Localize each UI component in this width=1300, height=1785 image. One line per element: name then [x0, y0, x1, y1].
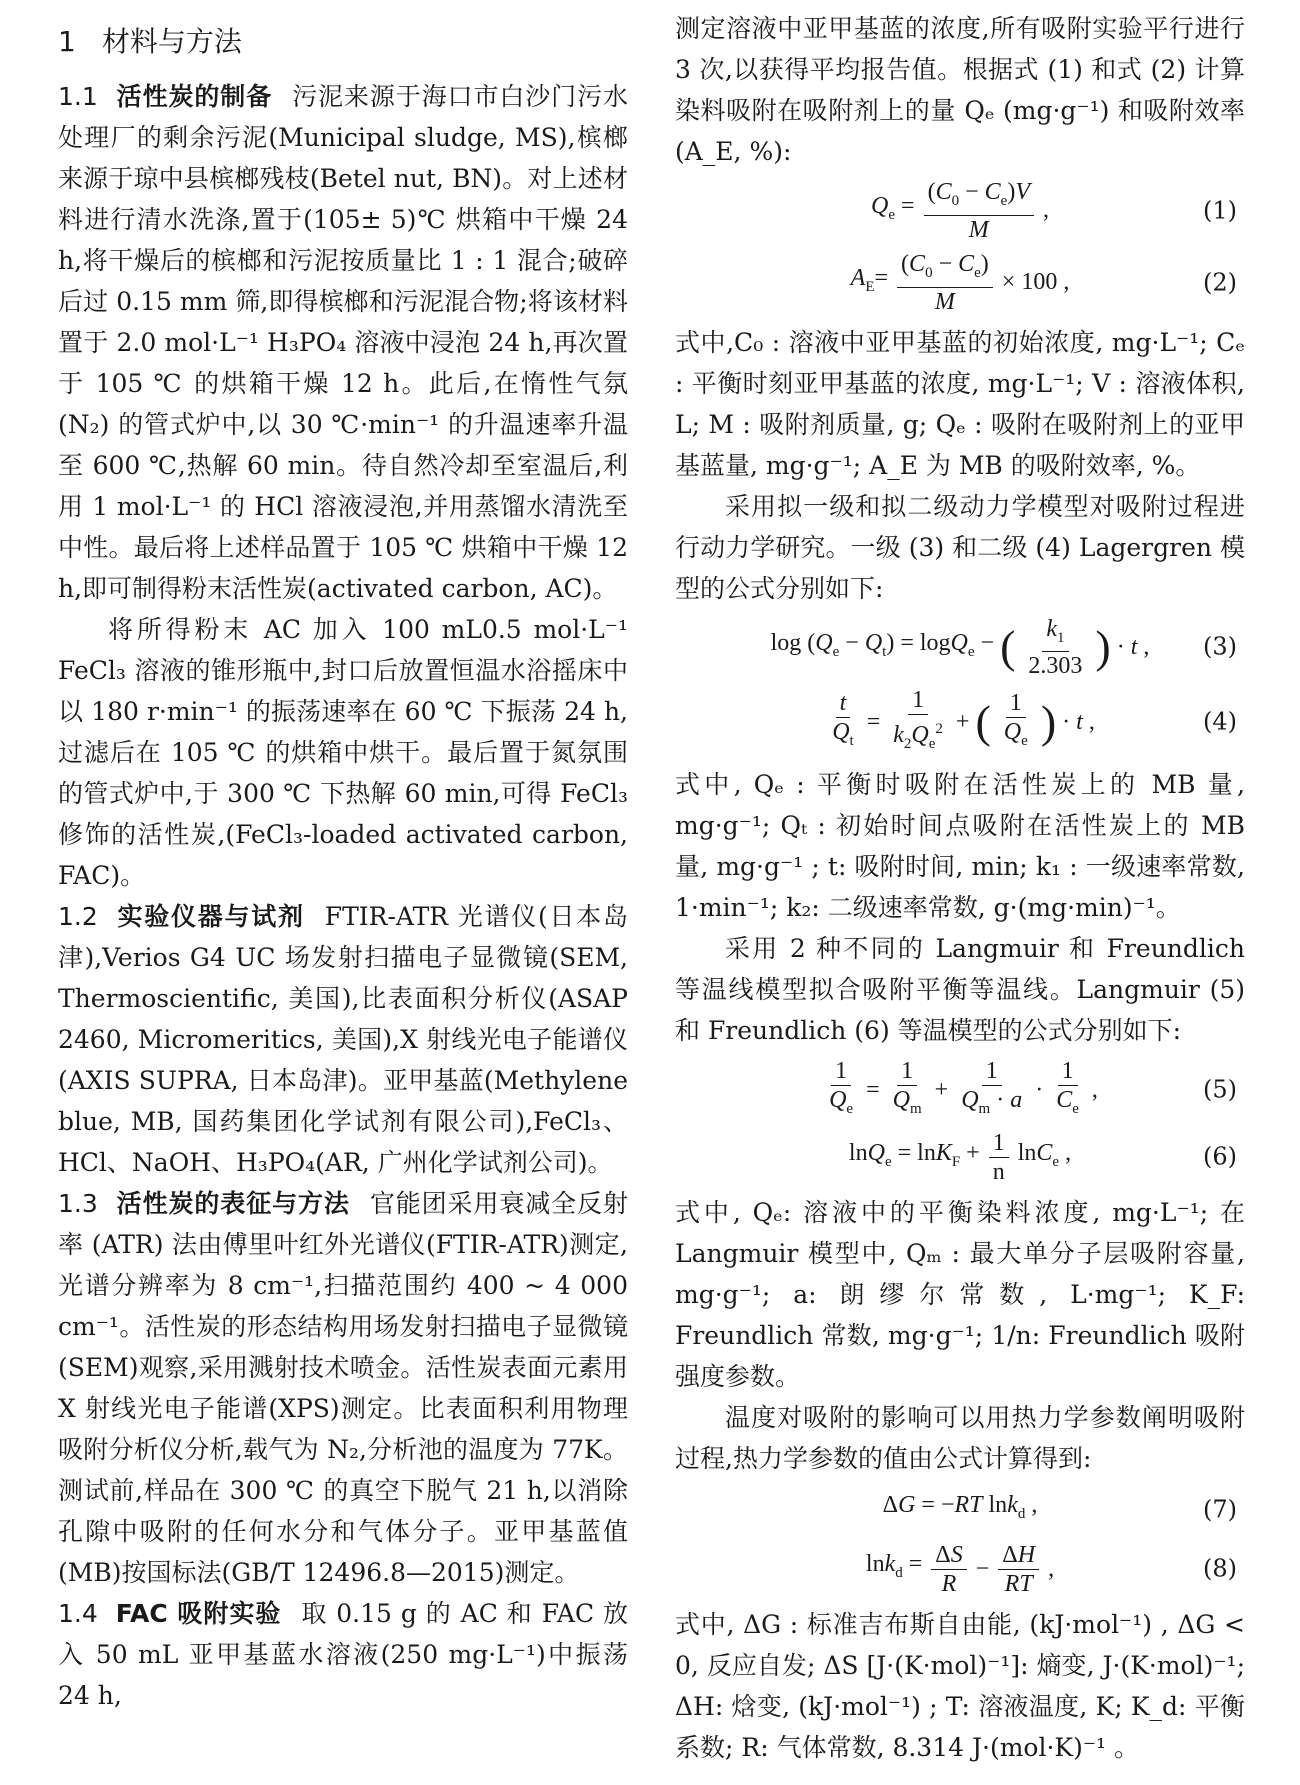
paragraph-1-3: [58, 1183, 628, 1593]
paragraph-r3: 采用拟一级和拟二级动力学模型对吸附过程进行动力学研究。一级 (3) 和二级 (4) Lagergren 模型的公式分别如下:: [675, 491, 1245, 603]
paragraph-r2: 式中,C₀ : 溶液中亚甲基蓝的初始浓度, mg·L⁻¹; Cₑ : 平衡时刻亚甲基蓝的浓度, mg·L⁻¹; V : 溶液体积, L; M : 吸附剂质量, g; Qₑ : 吸附在吸附剂上的亚甲基蓝量, mg·g⁻¹; A_E 为 MB 的吸附效率, %。: [675, 327, 1245, 480]
subsection-heading-1-2: [58, 902, 305, 931]
paragraph-r4: 式中, Qₑ : 平衡时吸附在活性炭上的 MB 量, mg·g⁻¹; Qₜ : 初始时间点吸附在活性炭上的 MB 量, mg·g⁻¹ ; t: 吸附时间, min; k₁ : 一级速率常数, 1·min⁻¹; k₂: 二级速率常数, g·(mg·min)⁻¹。: [675, 770, 1245, 923]
subsection-title: 活性炭的制备: [115, 82, 273, 111]
equation-body: $Q_e$ = $\frac{(C_0 - C_e)V}{M}$ ,: [871, 179, 1049, 243]
equation-body: $\log (Q_e - Q_t) = \log Q_e$ − ( $\frac{k_1}{2.303}$ ) · t ,: [770, 615, 1150, 680]
equation-number: (7): [1203, 1495, 1237, 1524]
equation-4: [675, 686, 1245, 758]
equation-number: (4): [1203, 707, 1237, 736]
paragraph-text: FTIR-ATR 光谱仪(日本岛津),Verios G4 UC 场发射扫描电子显微镜(SEM, Thermoscientific, 美国),比表面积分析仪(ASAP 2460, Micromeritics, 美国),X 射线光电子能谱仪(AXIS SUPRA, 日本岛津)。亚甲基蓝(Methylene blue, MB, 国药集团化学试剂有限公司),FeCl₃、HCl、NaOH、H₃PO₄(AR, 广州化学试剂公司)。: [58, 902, 628, 1177]
subsection-number: 1.2: [58, 902, 98, 931]
paragraph-r5: 采用 2 种不同的 Langmuir 和 Freundlich 等温线模型拟合吸附平衡等温线。Langmuir (5) 和 Freundlich (6) 等温模型的公式分别如下:: [675, 934, 1245, 1046]
paragraph-r1: 测定溶液中亚甲基蓝的浓度,所有吸附实验平行进行 3 次,以获得平均报告值。根据式 (1) 和式 (2) 计算染料吸附在吸附剂上的量 Qₑ (mg·g⁻¹) 和吸附效率 (A_E, %):: [675, 14, 1245, 166]
equation-number: (6): [1203, 1142, 1237, 1171]
equation-number: (2): [1203, 268, 1237, 297]
paragraph-1-2: [58, 896, 628, 1183]
paragraph-1-1-b: 将所得粉末 AC 加入 100 mL0.5 mol·L⁻¹ FeCl₃ 溶液的锥形瓶中,封口后放置恒温水浴摇床中以 180 r·min⁻¹ 的振荡速率在 60 ℃ 下振荡 24 h,过滤后在 105 ℃ 的烘箱中烘干。最后置于氮氛围的管式炉中,于 300 ℃ 下热解 60 min,可得 FeCl₃ 修饰的活性炭,(FeCl₃-loaded activated carbon, FAC)。: [58, 615, 628, 890]
equation-body: lnk$_d$ = $\frac{\Delta S}{R}$ − $\frac{\Delta H}{RT}$ ,: [865, 1541, 1055, 1597]
paragraph-r6: 式中, Qₑ: 溶液中的平衡染料浓度, mg·L⁻¹; 在 Langmuir 模型中, Qₘ : 最大单分子层吸附容量, mg·g⁻¹; a: 朗缪尔常数, L·mg⁻¹; K_F: Freundlich 常数, mg·g⁻¹; 1/n: Freundlich 吸附强度参数。: [675, 1197, 1245, 1391]
subsection-number: 1.1: [58, 82, 98, 111]
paragraph-r7: 温度对吸附的影响可以用热力学参数阐明吸附过程,热力学参数的值由公式计算得到:: [675, 1402, 1245, 1473]
paragraph-1-4: [58, 1593, 628, 1716]
subsection-heading-1-4: [58, 1599, 281, 1628]
subsection-title: 实验仪器与试剂: [115, 902, 305, 931]
paragraph-1-1: [58, 76, 628, 609]
left-column: [58, 18, 628, 1716]
subsection-heading-1-1: [58, 82, 272, 111]
section-number: 1: [58, 25, 76, 58]
equation-body: $\frac{t}{Q_t}$ = $\frac{1}{k_2Q_e^2}$ + ( $\frac{1}{Q_e}$ ) · t ,: [832, 687, 1095, 753]
equation-3: [675, 615, 1245, 681]
equation-number: (3): [1203, 632, 1237, 661]
equation-number: (1): [1203, 196, 1237, 225]
equation-number: (5): [1203, 1075, 1237, 1104]
paragraph-text: 官能团采用衰减全反射率 (ATR) 法由傅里叶红外光谱仪(FTIR-ATR)测定,光谱分辨率为 8 cm⁻¹,扫描范围约 400 ~ 4 000 cm⁻¹。活性炭的形态结构用场发射扫描电子显微镜(SEM)观察,采用溅射技术喷金。活性炭表面元素用 X 射线光电子能谱(XPS)测定。比表面积利用物理吸附分析仪分析,载气为 N₂,分析池的温度为 77K。测试前,样品在 300 ℃ 的真空下脱气 21 h,以消除孔隙中吸附的任何水分和气体分子。亚甲基蓝值(MB)按国标法(GB/T 12496.8—2015)测定。: [58, 1189, 628, 1587]
equation-7: [675, 1485, 1245, 1535]
right-column: [675, 8, 1245, 1768]
equation-body: $A_E=$ $\frac{(C_0 - C_e)}{M}$ × 100 ,: [850, 250, 1070, 315]
subsection-heading-1-3: [58, 1189, 350, 1218]
equation-body: $\frac{1}{Q_e}$ = $\frac{1}{Q_m}$ + $\frac{1}{Q_m \cdot a}$ · $\frac{1}{C_e}$ ,: [829, 1058, 1098, 1117]
equation-body: lnQ$_e$ = lnK$_F$ + $\frac{1}{n}$ lnC$_e$ ,: [848, 1129, 1072, 1185]
paragraph-text: 污泥来源于海口市白沙门污水处理厂的剩余污泥(Municipal sludge, MS),槟榔来源于琼中县槟榔残枝(Betel nut, BN)。对上述材料进行清水洗涤,置于(105± 5)℃ 烘箱中干燥 24 h,将干燥后的槟榔和污泥按质量比 1 : 1 混合;破碎后过 0.15 mm 筛,即得槟榔和污泥混合物;将该材料置于 2.0 mol·L⁻¹ H₃PO₄ 溶液中浸泡 24 h,再次置于 105 ℃ 的烘箱干燥 12 h。此后,在惰性气氛 (N₂) 的管式炉中,以 30 ℃·min⁻¹ 的升温速率升温至 600 ℃,热解 60 min。待自然冷却至室温后,利用 1 mol·L⁻¹ 的 HCl 溶液浸泡,并用蒸馏水清洗至中性。最后将上述样品置于 105 ℃ 烘箱中干燥 12 h,即可制得粉末活性炭(activated carbon, AC)。: [58, 82, 628, 603]
equation-2: [675, 250, 1245, 316]
paragraph-text: 取 0.15 g 的 AC 和 FAC 放入 50 mL 亚甲基蓝水溶液(250 mg·L⁻¹)中振荡 24 h,: [58, 1599, 629, 1710]
section-heading: [58, 18, 628, 66]
subsection-number: 1.4: [58, 1599, 98, 1628]
equation-1: [675, 178, 1245, 244]
subsection-title: FAC 吸附实验: [115, 1599, 282, 1628]
section-title: 材料与方法: [101, 25, 242, 58]
equation-5: [675, 1057, 1245, 1123]
equation-6: [675, 1129, 1245, 1186]
subsection-title: 活性炭的表征与方法: [115, 1189, 350, 1218]
paragraph-r8: 式中, ΔG : 标准吉布斯自由能, (kJ·mol⁻¹) , ΔG < 0, 反应自发; ΔS [J·(K·mol)⁻¹]: 熵变, J·(K·mol)⁻¹; ΔH: 焓变, (kJ·mol⁻¹) ; T: 溶液温度, K; K_d: 平衡系数; R: 气体常数, 8.314 J·(mol·K)⁻¹ 。: [675, 1609, 1245, 1762]
subsection-number: 1.3: [58, 1189, 98, 1218]
equation-8: [675, 1541, 1245, 1598]
equation-number: (8): [1203, 1554, 1237, 1583]
equation-body: ΔG = −RT lnk$_d$ ,: [882, 1491, 1038, 1522]
